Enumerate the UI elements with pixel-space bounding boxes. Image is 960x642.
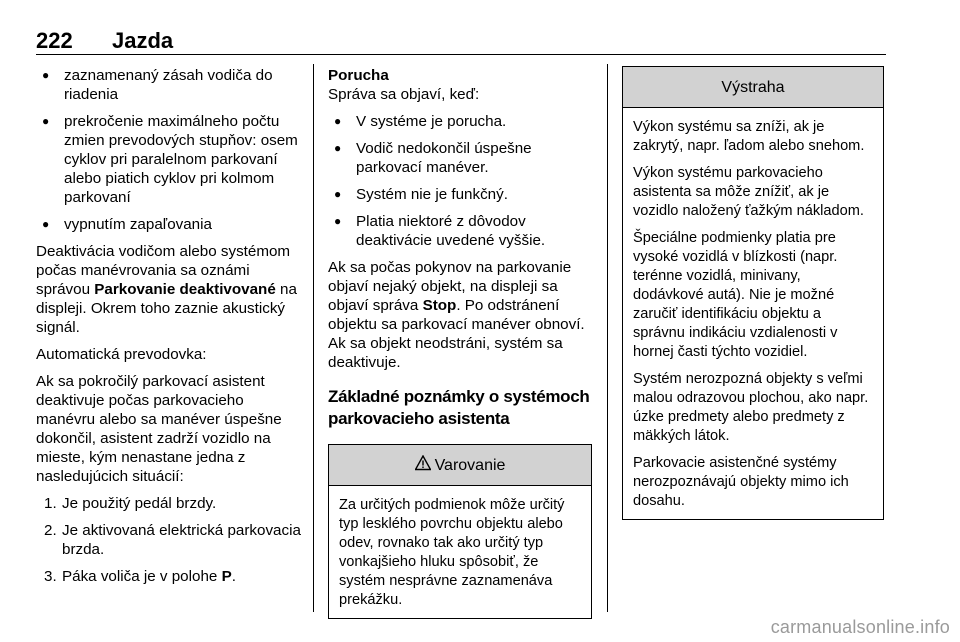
caution-paragraph: Parkovacie asistenčné systémy nerozpoznávajú objekty mimo ich dosahu. xyxy=(633,455,849,509)
caution-paragraph: Systém nerozpozná objekty s veľmi malou odrazovou plochou, ako napr. úzke predmety alebo predmety z mäkkých látok. xyxy=(633,371,869,444)
caution-box-title: Výstraha xyxy=(721,78,785,96)
list-item: ● zaznamenaný zásah vodiča do riadenia xyxy=(36,66,302,104)
warning-triangle-icon xyxy=(415,455,431,476)
warning-box xyxy=(328,444,592,619)
list-item: ● vypnutím zapaľovania xyxy=(36,215,302,234)
list-item: ● Platia niektoré z dôvodov deaktivácie uvedené vyššie. xyxy=(328,212,592,250)
release-steps xyxy=(36,494,302,586)
list-item: ● prekročenie maximálneho počtu zmien prevodových stupňov: osem cyklov pri paralelnom parkovaní alebo piatich cyklov pri kolmom parkovaní xyxy=(36,112,302,207)
column-divider-1 xyxy=(313,64,314,612)
list-item: ● Vodič nedokončil úspešne parkovací manéver. xyxy=(328,139,592,177)
list-item: ● Systém nie je funkčný. xyxy=(328,185,592,204)
step-item: 3. Páka voliča je v polohe P. xyxy=(44,568,236,585)
caution-box-body xyxy=(623,108,883,519)
caution-box-header xyxy=(623,67,883,108)
caution-paragraph: Špeciálne podmienky platia pre vysoké vozidlá v blízkosti (napr. terénne vozidlá, minivany, dodávkové autá). Nie je možné zaručiť identifikáciu objektu a správnu indikáciu vzdialenosti v hornej časti týchto vozidiel. xyxy=(633,230,838,360)
paragraph-hold: Ak sa pokročilý parkovací asistent deaktivuje počas parkovacieho manévru alebo sa manéver úspešne dokončil, asistent zadrží vozidlo na mieste, kým nenastane jedna z nasledujúcich situácií: xyxy=(36,373,282,485)
intro-paragraph: Správa sa objaví, keď: xyxy=(328,86,480,103)
step-item: 1. Je použitý pedál brzdy. xyxy=(44,495,217,512)
paragraph-automatic: Automatická prevodovka: xyxy=(36,346,207,363)
caution-box xyxy=(622,66,884,520)
warning-box-header xyxy=(329,445,591,486)
column-1 xyxy=(36,66,302,594)
chapter-title: Jazda xyxy=(112,28,174,53)
column-divider-2 xyxy=(607,64,608,612)
watermark-url: carmanualsonline.info xyxy=(770,617,950,637)
warning-box-title: Varovanie xyxy=(434,456,506,474)
section-heading: Základné poznámky o systémoch parkovacieho asistenta xyxy=(328,387,590,428)
fault-list xyxy=(328,112,592,250)
caution-paragraph: Výkon systému parkovacieho asistenta sa môže znížiť, ak je vozidlo naložený ťažkým nákladom. xyxy=(633,165,864,219)
section-subhead: Porucha xyxy=(328,67,389,84)
column-3 xyxy=(622,66,884,520)
column-2 xyxy=(328,66,592,619)
step-item: 2. Je aktivovaná elektrická parkovacia brzda. xyxy=(44,522,301,558)
warning-box-body xyxy=(329,486,591,618)
message-label: Parkovanie deaktivované xyxy=(94,281,276,298)
page-number: 222 xyxy=(36,28,73,53)
page-header xyxy=(36,22,886,52)
list-item: ● V systéme je porucha. xyxy=(328,112,592,131)
message-label: Stop xyxy=(422,297,457,314)
caution-paragraph: Výkon systému sa zníži, ak je zakrytý, napr. ľadom alebo snehom. xyxy=(633,119,865,154)
deactivation-paragraph: Deaktivácia vodičom alebo systémom počas manévrovania sa oznámi správou Parkovanie deaktivované na displeji. Okrem toho zaznie akustický signál. xyxy=(36,243,297,336)
warning-text: Za určitých podmienok môže určitý typ lesklého povrchu objektu alebo odev, rovnako tak ako určitý typ vonkajšieho hluku spôsobiť, že systém nesprávne zaznamenáva prekážku. xyxy=(339,497,565,608)
stop-paragraph: Ak sa počas pokynov na parkovanie objaví nejaký objekt, na displeji sa objaví správa Stop. Po odstránení objektu sa parkovací manéver obnoví. Ak sa objekt neodstráni, systém sa deaktivuje. xyxy=(328,259,585,371)
deactivation-list xyxy=(36,66,302,234)
header-rule xyxy=(36,54,886,55)
